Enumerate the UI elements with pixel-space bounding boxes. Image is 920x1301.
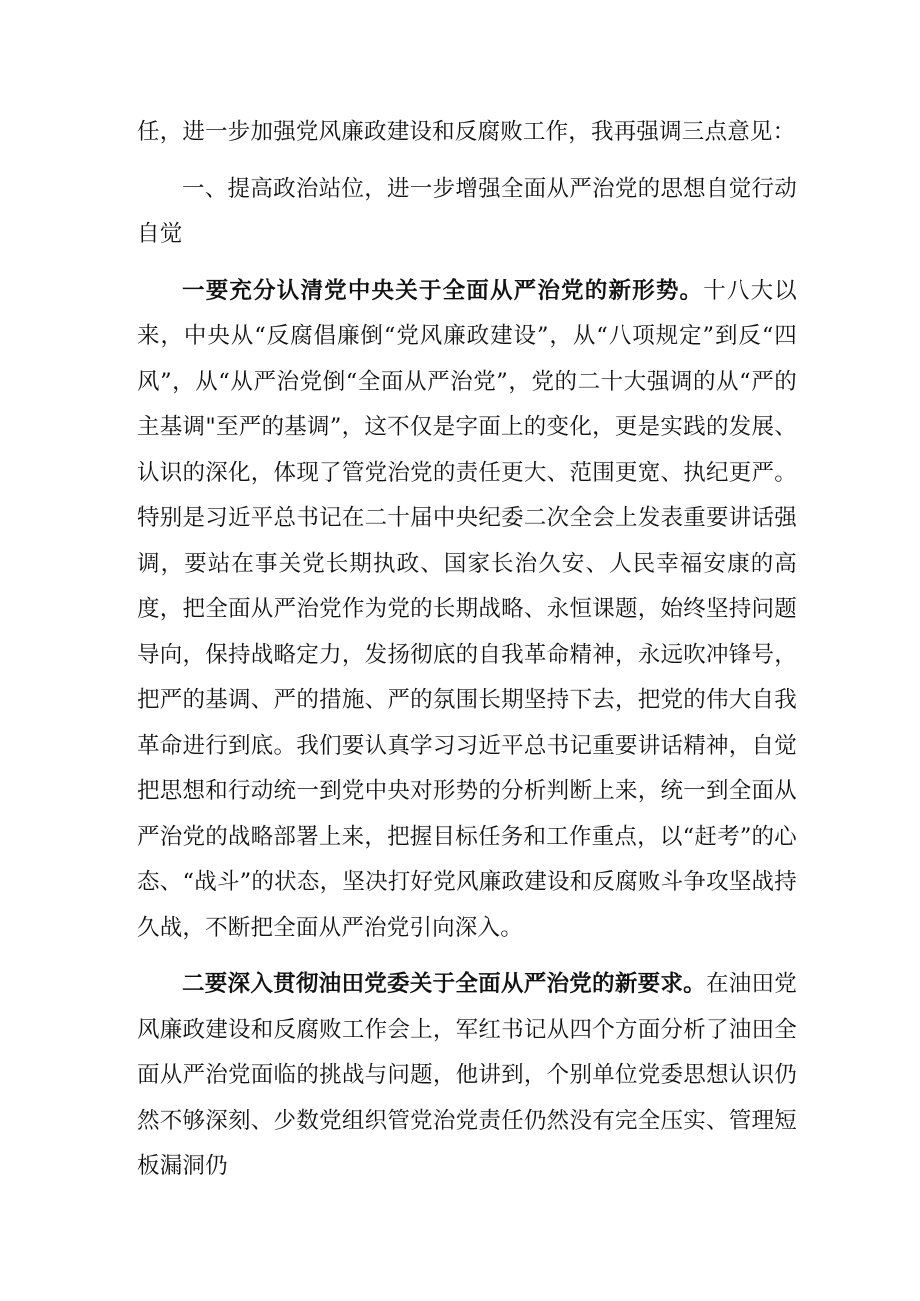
paragraph-body: 十八大以来，中央从“反腐倡廉倒“党风廉政建设”，从“八项规定”到反“四风”，从“从严治党倒“全面从严治党”，党的二十大强调的从“严的主基调"至严的基调”，这不仅是字面上的变化，更是实践的发展、认识的深化，体现了管党治党的责任更大、范围更宽、执纪更严。特别是习近平总书记在二十届中央纪委二次全会上发表重要讲话强调，要站在事关党长期执政、国家长治久安、人民幸福安康的高度，把全面从严治党作为党的长期战略、永恒课题，始终坚持问题导向，保持战略定力，发扬彻底的自我革命精神，永远吹冲锋号，把严的基调、严的措施、严的氛围长期坚持下去，把党的伟大自我革命进行到底。我们要认真学习习近平总书记重要讲话精神，自觉把思想和行动统一到党中央对形势的分析判断上来，统一到全面从严治党的战略部署上来，把握目标任务和工作重点，以“赶考”的心态、“战斗”的状态，坚决打好党风廉政建设和反腐败斗争攻坚战持久战，不断把全面从严治党引向深入。 (137, 277, 797, 941)
continuation-paragraph: 任，进一步加强党风廉政建设和反腐败工作，我再强调三点意见： (137, 119, 796, 145)
paragraph-lead: 二要深入贯彻油田党委关于全面从严治党的新要求。 (182, 971, 706, 997)
paragraph-body: 在油田党风廉政建设和反腐败工作会上，军红书记从四个方面分析了油田全面从严治党面临的挑战与问题，他讲到，个别单位党委思想认识仍然不够深刻、少数党组织管党治党责任仍然没有完全压实、管理短板漏洞仍 (137, 971, 797, 1179)
paragraph-gap (137, 951, 797, 962)
paragraph-lead: 一要充分认清党中央关于全面从严治党的新形势。 (182, 277, 704, 304)
paragraph-situation (137, 269, 797, 952)
section-heading: 一、提高政治站位，进一步增强全面从严治党的思想自觉行动自觉 (137, 175, 797, 247)
paragraph-gap (137, 258, 797, 269)
document-page (137, 110, 797, 1280)
paragraph-requirements (137, 962, 797, 1190)
paragraph-gap (137, 156, 797, 167)
